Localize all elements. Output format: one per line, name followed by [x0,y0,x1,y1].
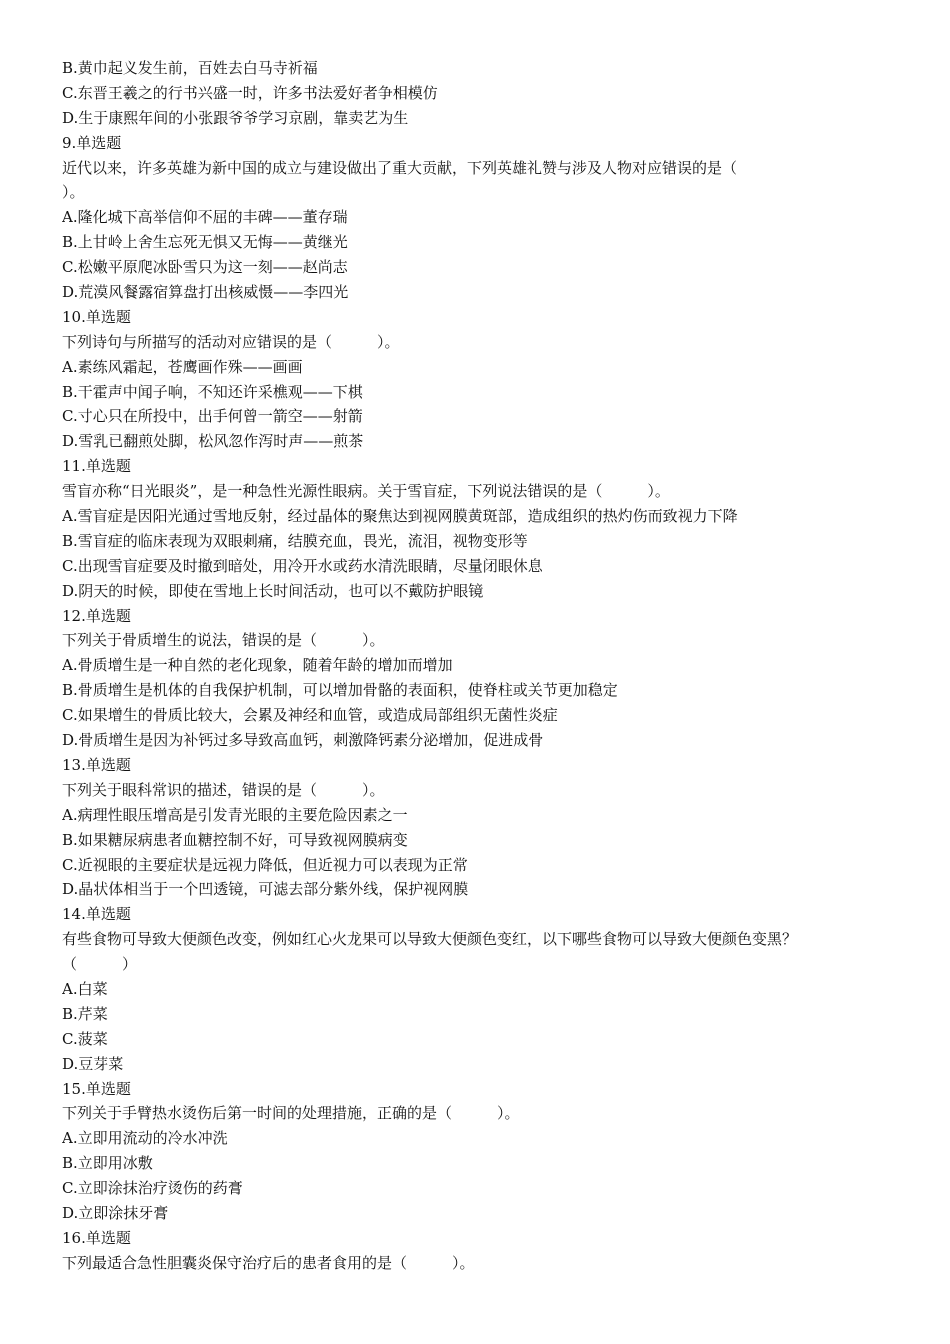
text-line: D.立即涂抹牙膏 [62,1203,169,1222]
text-line: A.病理性眼压增高是引发青光眼的主要危险因素之一 [62,805,408,824]
text-line: C.菠菜 [62,1029,108,1048]
text-line: B.立即用冰敷 [62,1154,153,1173]
text-line: 有些食物可导致大便颜色改变，例如红心火龙果可以导致大便颜色变红，以下哪些食物可以导致大便颜色变黑？ [62,930,798,949]
text-line: 14.单选题 [62,905,131,924]
text-line: 下列诗句与所描写的活动对应错误的是（ ）。 [62,332,400,351]
text-line: C.出现雪盲症要及时撤到暗处，用冷开水或药水清洗眼睛，尽量闭眼休息 [62,556,543,575]
text-line: 16.单选题 [62,1228,131,1247]
text-line: 下列关于眼科常识的描述，错误的是（ ）。 [62,780,385,799]
text-line: B.如果糖尿病患者血糖控制不好，可导致视网膜病变 [62,830,408,849]
text-line: C.松嫩平原爬冰卧雪只为这一刻——赵尚志 [62,258,348,277]
text-line: B.上甘岭上舍生忘死无惧又无悔——黄继光 [62,233,348,252]
text-line: B.雪盲症的临床表现为双眼刺痛，结膜充血，畏光，流泪，视物变形等 [62,531,528,550]
text-line: 雪盲亦称“日光眼炎”，是一种急性光源性眼病。关于雪盲症，下列说法错误的是（ ）。 [62,482,670,501]
text-line: A.雪盲症是因阳光通过雪地反射，经过晶体的聚焦达到视网膜黄斑部，造成组织的热灼伤而致视力下降 [62,507,738,526]
text-line: C.东晋王羲之的行书兴盛一时，许多书法爱好者争相模仿 [62,83,438,102]
text-line: C.近视眼的主要症状是远视力降低，但近视力可以表现为正常 [62,855,468,874]
text-line: A.立即用流动的冷水冲洗 [62,1129,228,1148]
text-line: D.豆芽菜 [62,1054,124,1073]
text-line: A.骨质增生是一种自然的老化现象，随着年龄的增加而增加 [62,656,453,675]
text-line: 下列关于手臂热水烫伤后第一时间的处理措施，正确的是（ ）。 [62,1104,520,1123]
text-line: （ ） [62,955,138,974]
document-page [62,56,888,1276]
text-line: C.寸心只在所投中，出手何曾一箭空——射箭 [62,407,363,426]
text-line: 10.单选题 [62,307,131,326]
text-line: D.荒漠风餐露宿算盘打出核威慑——李四光 [62,283,349,302]
text-line: D.晶状体相当于一个凹透镜，可滤去部分紫外线，保护视网膜 [62,880,469,899]
text-line: D.生于康熙年间的小张跟爷爷学习京剧，靠卖艺为生 [62,108,409,127]
text-line: B.干霍声中闻子响，不知还许采樵观——下棋 [62,382,363,401]
text-line: 13.单选题 [62,755,131,774]
text-line: 下列最适合急性胆囊炎保守治疗后的患者食用的是（ ）。 [62,1253,475,1272]
text-line: D.骨质增生是因为补钙过多导致高血钙，刺激降钙素分泌增加，促进成骨 [62,731,544,750]
text-line: 11.单选题 [62,457,131,476]
text-line: D.雪乳已翻煎处脚，松风忽作泻时声——煎茶 [62,432,364,451]
text-line: A.白菜 [62,979,108,998]
text-line: 下列关于骨质增生的说法，错误的是（ ）。 [62,631,385,650]
text-line: 9.单选题 [62,133,122,152]
text-line: 15.单选题 [62,1079,131,1098]
text-line: 近代以来，许多英雄为新中国的成立与建设做出了重大贡献，下列英雄礼赞与涉及人物对应错误的是（ [62,158,738,177]
text-line: D.阴天的时候，即使在雪地上长时间活动，也可以不戴防护眼镜 [62,581,484,600]
text-line: 12.单选题 [62,606,131,625]
text-line: B.骨质增生是机体的自我保护机制，可以增加骨骼的表面积，使脊柱或关节更加稳定 [62,681,618,700]
text-line: B.黄巾起义发生前，百姓去白马寺祈福 [62,59,318,77]
text-line: A.隆化城下高举信仰不屈的丰碑——董存瑞 [62,208,348,227]
text-line: B.芹菜 [62,1004,108,1023]
text-line: ）。 [62,183,85,202]
text-line: A.素练风霜起，苍鹰画作殊——画画 [62,357,303,376]
text-line: C.立即涂抹治疗烫伤的药膏 [62,1179,243,1198]
text-line: C.如果增生的骨质比较大，会累及神经和血管，或造成局部组织无菌性炎症 [62,706,558,725]
